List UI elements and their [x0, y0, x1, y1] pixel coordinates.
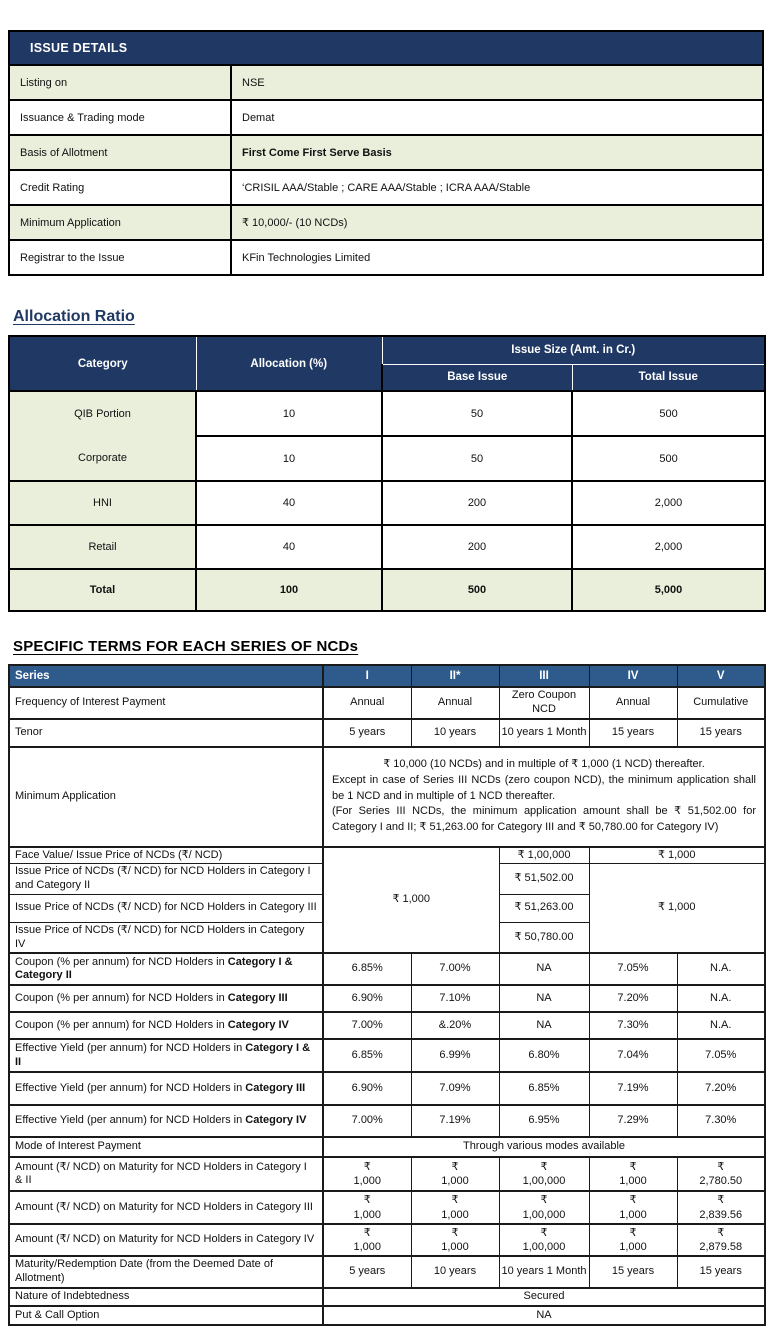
allocation-category: QIB Portion — [74, 408, 131, 420]
yield-cell: 7.19% — [589, 1072, 677, 1105]
rupee-symbol: ₹ — [629, 1194, 637, 1207]
issue-price-series3: ₹ 50,780.00 — [499, 922, 589, 953]
frequency-cell: Cumulative — [677, 687, 765, 719]
rupee-symbol: ₹ — [363, 1226, 371, 1239]
amount-value: 2,879.58 — [699, 1241, 743, 1254]
rupee-symbol: ₹ — [717, 1194, 725, 1207]
coupon-cell: N.A. — [677, 1012, 765, 1039]
frequency-cell: Annual — [589, 687, 677, 719]
series-header-col: II* — [411, 665, 499, 687]
row-label: Issue Price of NCDs (₹/ NCD) for NCD Holders in Category IV — [9, 922, 323, 953]
maturity-cell: 10 years — [411, 1256, 499, 1288]
issue-details-value: ‘CRISIL AAA/Stable ; CARE AAA/Stable ; ICRA AAA/Stable — [231, 170, 763, 205]
amount-cell — [589, 1224, 677, 1257]
row-label — [9, 1012, 323, 1039]
issue-details-label: Credit Rating — [9, 170, 231, 205]
frequency-cell: Zero Coupon NCD — [499, 687, 589, 719]
amount-value: 1,000 — [353, 1175, 382, 1188]
allocation-header-base-issue: Base Issue — [382, 364, 572, 391]
amount-value: 1,000 — [353, 1241, 382, 1254]
allocation-base-cell: 200 — [382, 481, 572, 525]
label-bold: Category I & II — [15, 1042, 311, 1068]
row-label: Minimum Application — [9, 747, 323, 847]
min-application-line1: ₹ 10,000 (10 NCDs) and in multiple of ₹ 1,000 (1 NCD) thereafter. — [383, 758, 705, 771]
yield-cell: 6.80% — [499, 1039, 589, 1072]
amount-cell — [323, 1191, 411, 1224]
row-label — [9, 1072, 323, 1105]
tenor-cell: 10 years 1 Month — [499, 719, 589, 747]
row-label: Put & Call Option — [9, 1306, 323, 1325]
amount-cell — [677, 1157, 765, 1191]
nature-of-indebtedness-cell: Secured — [323, 1288, 765, 1306]
issue-details-header: ISSUE DETAILS — [9, 31, 763, 65]
tenor-cell: 5 years — [323, 719, 411, 747]
coupon-cell: 7.00% — [323, 1012, 411, 1039]
allocation-header-issue-size: Issue Size (Amt. in Cr.) — [382, 336, 765, 364]
amount-cell — [411, 1224, 499, 1257]
tenor-cell: 15 years — [589, 719, 677, 747]
amount-value: 1,000 — [441, 1175, 469, 1188]
allocation-percent-cell: 10 — [196, 391, 382, 436]
allocation-category: Corporate — [78, 452, 127, 464]
maturity-cell: 5 years — [323, 1256, 411, 1288]
min-application-cell — [323, 747, 765, 847]
row-label: Amount (₹/ NCD) on Maturity for NCD Holders in Category IV — [9, 1224, 323, 1257]
issue-details-table — [8, 30, 764, 276]
rupee-symbol: ₹ — [540, 1194, 548, 1207]
row-label — [9, 953, 323, 985]
coupon-cell: N.A. — [677, 985, 765, 1012]
row-label: Issue Price of NCDs (₹/ NCD) for NCD Holders in Category I and Category II — [9, 864, 323, 895]
allocation-percent-cell: 10 — [196, 436, 382, 481]
allocation-total-cell: 500 — [572, 436, 765, 481]
coupon-cell: 6.85% — [323, 953, 411, 985]
label-bold: Category IV — [245, 1114, 307, 1127]
amount-value: 1,00,000 — [522, 1175, 566, 1188]
amount-cell — [589, 1157, 677, 1191]
coupon-cell: NA — [499, 953, 589, 985]
specific-terms-table — [8, 664, 766, 1326]
issue-price-merged-4-5: ₹ 1,000 — [589, 864, 765, 954]
min-application-line2: Except in case of Series III NCDs (zero coupon NCD), the minimum application shall be 1 NCD and in multiple of 1 NCD thereafter. — [332, 774, 756, 802]
label-plain: Coupon (% per annum) for NCD Holders in — [15, 991, 228, 1004]
amount-cell — [499, 1157, 589, 1191]
yield-cell: 7.00% — [323, 1105, 411, 1137]
issue-details-label: Minimum Application — [9, 205, 231, 240]
allocation-category: Retail — [9, 525, 196, 569]
face-value-merged-4-5: ₹ 1,000 — [589, 847, 765, 864]
allocation-category: HNI — [9, 481, 196, 525]
allocation-ratio-title: Allocation Ratio — [13, 308, 135, 325]
row-label: Maturity/Redemption Date (from the Deemed Date of Allotment) — [9, 1256, 323, 1288]
series-header-col: I — [323, 665, 411, 687]
coupon-cell: NA — [499, 1012, 589, 1039]
row-label: Face Value/ Issue Price of NCDs (₹/ NCD) — [9, 847, 323, 864]
coupon-cell: 7.05% — [589, 953, 677, 985]
coupon-cell: NA — [499, 985, 589, 1012]
amount-cell — [411, 1157, 499, 1191]
yield-cell: 7.05% — [677, 1039, 765, 1072]
label-bold: Category IV — [227, 1018, 289, 1031]
label-plain: Coupon (% per annum) for NCD Holders in — [15, 1018, 228, 1031]
yield-cell: 7.04% — [589, 1039, 677, 1072]
row-label: Tenor — [9, 719, 323, 747]
yield-cell: 6.85% — [323, 1039, 411, 1072]
issue-details-label: Basis of Allotment — [9, 135, 231, 170]
label-plain: Effective Yield (per annum) for NCD Holders in — [15, 1081, 246, 1094]
allocation-header-total-issue: Total Issue — [572, 364, 765, 391]
amount-value: 1,000 — [441, 1208, 469, 1221]
rupee-symbol: ₹ — [363, 1160, 371, 1173]
series-header-col: III — [499, 665, 589, 687]
tenor-cell: 10 years — [411, 719, 499, 747]
amount-cell — [499, 1191, 589, 1224]
row-label: Amount (₹/ NCD) on Maturity for NCD Holders in Category I & II — [9, 1157, 323, 1191]
amount-value: 1,000 — [353, 1208, 382, 1221]
amount-cell — [323, 1224, 411, 1257]
allocation-base-cell: 200 — [382, 525, 572, 569]
frequency-cell: Annual — [323, 687, 411, 719]
coupon-cell: 7.00% — [411, 953, 499, 985]
allocation-base-cell: 50 — [382, 391, 572, 436]
yield-cell: 6.90% — [323, 1072, 411, 1105]
maturity-cell: 15 years — [589, 1256, 677, 1288]
allocation-base-cell: 50 — [382, 436, 572, 481]
yield-cell: 7.19% — [411, 1105, 499, 1137]
allocation-header-percent: Allocation (%) — [196, 336, 382, 391]
issue-details-label: Registrar to the Issue — [9, 240, 231, 275]
allocation-total-cell: 2,000 — [572, 525, 765, 569]
maturity-cell: 10 years 1 Month — [499, 1256, 589, 1288]
rupee-symbol: ₹ — [717, 1160, 725, 1173]
allocation-base-cell: 500 — [382, 569, 572, 611]
issue-details-label: Listing on — [9, 65, 231, 100]
row-label: Mode of Interest Payment — [9, 1137, 323, 1157]
rupee-symbol: ₹ — [629, 1160, 637, 1173]
series-header-label: Series — [9, 665, 323, 687]
issue-details-value: KFin Technologies Limited — [231, 240, 763, 275]
issue-details-value: Demat — [231, 100, 763, 135]
allocation-percent-cell: 40 — [196, 525, 382, 569]
row-label: Issue Price of NCDs (₹/ NCD) for NCD Holders in Category III — [9, 894, 323, 922]
label-bold: Category I & Category II — [15, 955, 293, 982]
row-label: Amount (₹/ NCD) on Maturity for NCD Holders in Category III — [9, 1191, 323, 1224]
allocation-header-category: Category — [9, 336, 196, 391]
put-call-option-cell: NA — [323, 1306, 765, 1325]
amount-value: 1,000 — [441, 1241, 469, 1254]
yield-cell: 7.09% — [411, 1072, 499, 1105]
amount-cell — [677, 1224, 765, 1257]
coupon-cell: &.20% — [411, 1012, 499, 1039]
rupee-symbol: ₹ — [629, 1226, 637, 1239]
amount-cell — [589, 1191, 677, 1224]
label-plain: Effective Yield (per annum) for NCD Holders in — [15, 1042, 246, 1054]
issue-details-value: NSE — [231, 65, 763, 100]
rupee-symbol: ₹ — [451, 1226, 459, 1239]
allocation-category-merged-cell — [9, 391, 196, 481]
rupee-symbol: ₹ — [717, 1226, 725, 1239]
yield-cell: 6.95% — [499, 1105, 589, 1137]
yield-cell: 7.20% — [677, 1072, 765, 1105]
amount-value: 2,780.50 — [699, 1175, 743, 1188]
allocation-percent-cell: 100 — [196, 569, 382, 611]
label-plain: Effective Yield (per annum) for NCD Holders in — [15, 1114, 246, 1127]
rupee-symbol: ₹ — [540, 1160, 548, 1173]
min-application-line3: (For Series III NCDs, the minimum application amount shall be ₹ 51,502.00 for Category I and II; ₹ 51,263.00 for Category III and ₹ 50,780.00 for Category IV) — [332, 805, 756, 833]
label-bold: Category III — [245, 1081, 306, 1094]
amount-value: 1,000 — [619, 1208, 647, 1221]
allocation-percent-cell: 40 — [196, 481, 382, 525]
amount-cell — [323, 1157, 411, 1191]
amount-cell — [499, 1224, 589, 1257]
label-plain: Coupon (% per annum) for NCD Holders in — [15, 955, 228, 968]
rupee-symbol: ₹ — [451, 1160, 459, 1173]
amount-value: 1,000 — [619, 1175, 647, 1188]
row-label: Nature of Indebtedness — [9, 1288, 323, 1306]
allocation-total-label: Total — [9, 569, 196, 611]
coupon-cell: 6.90% — [323, 985, 411, 1012]
row-label: Frequency of Interest Payment — [9, 687, 323, 719]
face-value-series3: ₹ 1,00,000 — [499, 847, 589, 864]
maturity-cell: 15 years — [677, 1256, 765, 1288]
allocation-table — [8, 335, 766, 612]
amount-value: 2,839.56 — [699, 1208, 743, 1221]
face-value-merged-1-2: ₹ 1,000 — [323, 847, 499, 954]
allocation-total-cell: 5,000 — [572, 569, 765, 611]
amount-cell — [411, 1191, 499, 1224]
rupee-symbol: ₹ — [451, 1194, 459, 1207]
issue-details-value: ₹ 10,000/- (10 NCDs) — [231, 205, 763, 240]
issue-details-label: Issuance & Trading mode — [9, 100, 231, 135]
allocation-total-cell: 2,000 — [572, 481, 765, 525]
series-header-col: V — [677, 665, 765, 687]
rupee-symbol: ₹ — [363, 1194, 371, 1207]
yield-cell: 6.99% — [411, 1039, 499, 1072]
allocation-total-cell: 500 — [572, 391, 765, 436]
issue-price-series3: ₹ 51,263.00 — [499, 894, 589, 922]
label-bold: Category III — [227, 991, 288, 1004]
tenor-cell: 15 years — [677, 719, 765, 747]
coupon-cell: 7.10% — [411, 985, 499, 1012]
amount-value: 1,00,000 — [522, 1241, 566, 1254]
row-label — [9, 1039, 323, 1072]
amount-value: 1,00,000 — [522, 1208, 566, 1221]
yield-cell: 6.85% — [499, 1072, 589, 1105]
coupon-cell: 7.30% — [589, 1012, 677, 1039]
mode-of-interest-cell: Through various modes available — [323, 1137, 765, 1157]
yield-cell: 7.29% — [589, 1105, 677, 1137]
issue-price-series3: ₹ 51,502.00 — [499, 864, 589, 895]
frequency-cell: Annual — [411, 687, 499, 719]
coupon-cell: 7.20% — [589, 985, 677, 1012]
issue-details-value: First Come First Serve Basis — [231, 135, 763, 170]
specific-terms-title: SPECIFIC TERMS FOR EACH SERIES OF NCDs — [13, 638, 359, 655]
amount-cell — [677, 1191, 765, 1224]
series-header-col: IV — [589, 665, 677, 687]
rupee-symbol: ₹ — [540, 1226, 548, 1239]
amount-value: 1,000 — [619, 1241, 647, 1254]
row-label — [9, 985, 323, 1012]
coupon-cell: N.A. — [677, 953, 765, 985]
row-label — [9, 1105, 323, 1137]
yield-cell: 7.30% — [677, 1105, 765, 1137]
